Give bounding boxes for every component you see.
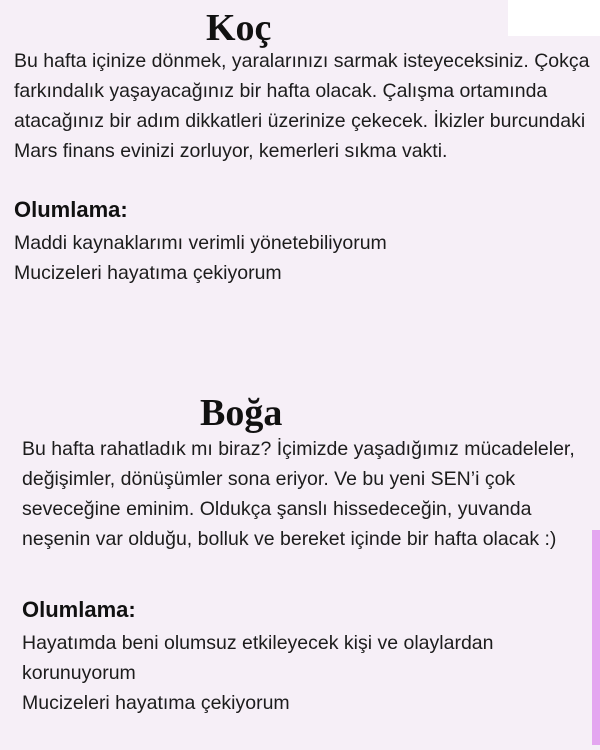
decorative-accent-bar [592, 530, 600, 745]
sign-title-koc: Koç [206, 7, 272, 49]
affirmation-item: Mucizeleri hayatıma çekiyorum [14, 262, 282, 284]
sign-title-boga: Boğa [200, 392, 283, 434]
affirmation-item: Mucizeleri hayatıma çekiyorum [22, 692, 290, 714]
top-corner-patch [508, 0, 600, 36]
affirmation-item: Maddi kaynaklarımı verimli yönetebiliyorum [14, 232, 387, 254]
affirmation-list-koc [14, 228, 594, 288]
horoscope-paragraph-boga: Bu hafta rahatladık mı biraz? İçimizde yaşadığımız mücadeleler, değişimler, dönüşümler sona eriyor. Ve bu yeni SEN’i çok seveceğine eminim. Oldukça şanslı hissedeceğin, yuvanda neşenin var olduğu, bolluk ve bereket içinde bir hafta olacak :) [22, 438, 575, 550]
affirmation-item: Hayatımda beni olumsuz etkileyecek kişi ve olaylardan korunuyorum [22, 632, 494, 684]
affirmation-heading-boga: Olumlama: [22, 597, 136, 622]
horoscope-paragraph-koc: Bu hafta içinize dönmek, yaralarınızı sarmak isteyeceksiniz. Çokça farkındalık yaşayacağınız bir hafta olacak. Çalışma ortamında atacağınız bir adım dikkatleri üzerinize çekecek. İkizler burcundaki Mars finans evinizi zorluyor, kemerleri sıkma vakti. [14, 50, 590, 162]
affirmation-heading-koc: Olumlama: [14, 197, 128, 222]
affirmation-list-boga [22, 628, 582, 718]
